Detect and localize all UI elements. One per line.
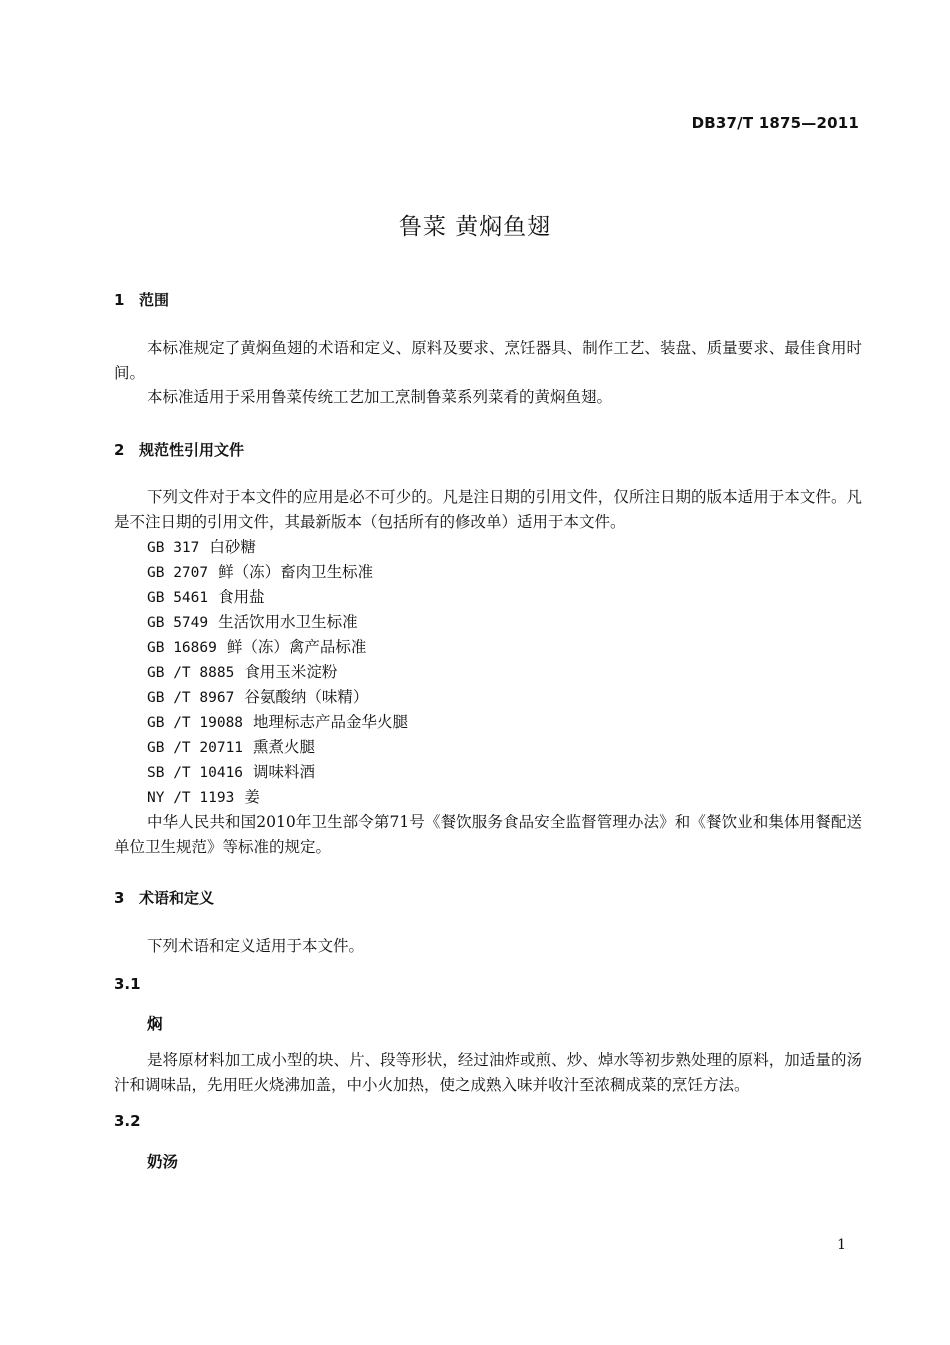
references-intro: 下列文件对于本文件的应用是必不可少的。凡是注日期的引用文件，仅所注日期的版本适用于本文件。凡是不注日期的引用文件，其最新版本（包括所有的修改单）适用于本文件。 [114,488,862,531]
reference-name: 白砂糖 [209,538,256,556]
scope-paragraph-2: 本标准适用于采用鲁菜传统工艺加工烹制鲁菜系列菜肴的黄焖鱼翅。 [147,388,613,406]
section-title: 规范性引用文件 [139,441,245,459]
references-closing: 中华人民共和国2010年卫生部令第71号《餐饮服务食品安全监督管理办法》和《餐饮业和集体用餐配送单位卫生规范》等标准的规定。 [114,813,862,856]
reference-item [147,785,260,811]
reference-name: 食用盐 [218,588,265,606]
page-number: 1 [837,1237,846,1253]
section-title: 术语和定义 [139,889,215,907]
reference-item [147,610,358,636]
reference-code: GB /T 20711 [147,740,244,756]
term-heading: 奶汤 [147,1153,179,1171]
section-number: 3 [114,889,125,907]
reference-code: GB 5461 [147,590,209,606]
term-number: 3.1 [114,975,141,993]
reference-item [147,535,256,561]
reference-item [147,585,265,611]
section-2-heading [114,439,244,460]
section-number: 1 [114,291,125,309]
reference-code: GB /T 8967 [147,690,235,706]
reference-code: GB 5749 [147,615,209,631]
reference-name: 谷氨酸纳（味精） [244,688,369,706]
reference-item [147,685,368,711]
reference-code: GB 2707 [147,565,209,581]
terms-intro: 下列术语和定义适用于本文件。 [147,937,365,955]
reference-code: GB /T 8885 [147,665,235,681]
reference-code: GB 16869 [147,640,217,656]
term-definition: 是将原材料加工成小型的块、片、段等形状，经过油炸或煎、炒、焯水等初步熟处理的原料，加适量的汤汁和调味品，先用旺火烧沸加盖，中小火加热，使之成熟入味并收汁至浓稠成菜的烹饪方法。 [114,1051,862,1094]
reference-code: NY /T 1193 [147,790,235,806]
reference-name: 调味料酒 [253,763,316,781]
standard-code: DB37/T 1875—2011 [691,114,859,132]
reference-name: 食用玉米淀粉 [244,663,338,681]
reference-name: 鲜（冻）畜肉卫生标准 [218,563,374,581]
reference-name: 姜 [244,788,260,806]
reference-code: SB /T 10416 [147,765,244,781]
section-title: 范围 [139,291,170,309]
reference-item [147,660,337,686]
reference-name: 地理标志产品金华火腿 [253,713,409,731]
term-heading: 焖 [147,1015,163,1033]
section-number: 2 [114,441,125,459]
section-1-heading [114,289,169,310]
section-3-heading [114,887,214,908]
reference-item [147,560,373,586]
reference-item [147,760,315,786]
reference-item [147,710,408,736]
reference-name: 熏煮火腿 [253,738,316,756]
reference-name: 鲜（冻）禽产品标准 [226,638,367,656]
reference-code: GB 317 [147,540,200,556]
reference-item [147,735,315,761]
term-number: 3.2 [114,1112,141,1130]
scope-paragraph-1: 本标准规定了黄焖鱼翅的术语和定义、原料及要求、烹饪器具、制作工艺、装盘、质量要求、最佳食用时间。 [114,339,862,382]
document-title: 鲁菜 黄焖鱼翅 [398,214,552,240]
reference-code: GB /T 19088 [147,715,244,731]
reference-item [147,635,366,661]
reference-name: 生活饮用水卫生标准 [218,613,358,631]
